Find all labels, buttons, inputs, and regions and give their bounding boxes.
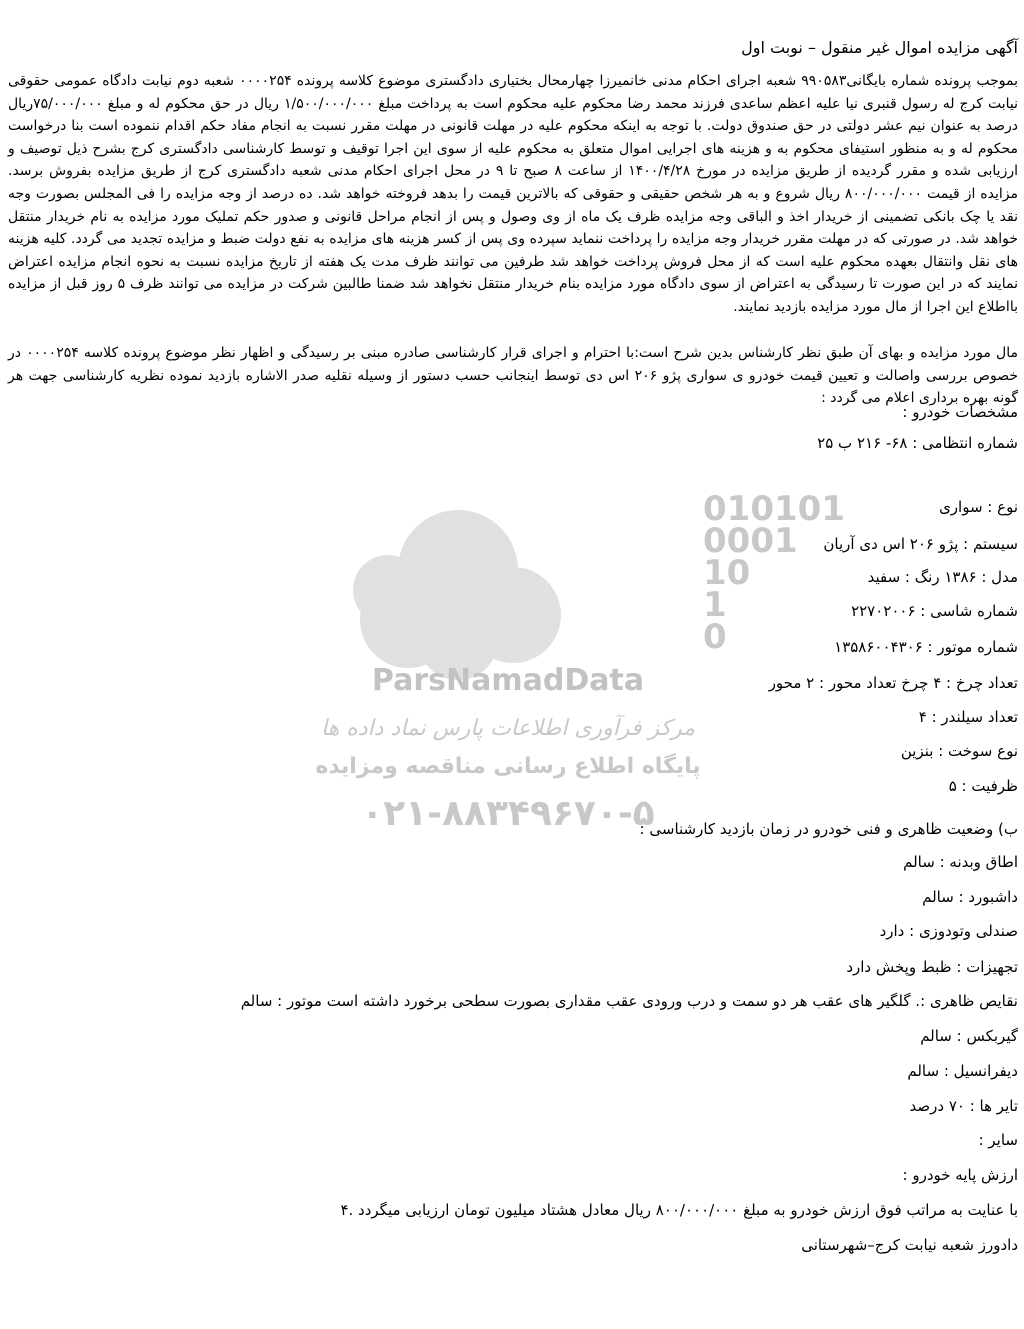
condition-equipment: تجهیزات : ظبط وپخش دارد: [846, 958, 1018, 976]
condition-heading: ب) وضعیت ظاهری و فنی خودرو در زمان بازدید کارشناسی :: [639, 820, 1018, 838]
spec-engine-number: شماره موتور : ۱۳۵۸۶۰۰۴۳۰۶: [834, 638, 1018, 656]
watermark-brand: ParsNamadData: [371, 663, 645, 698]
notice-title: آگهی مزایده اموال غیر منقول – نوبت اول: [741, 38, 1018, 57]
condition-differential: دیفرانسیل : سالم: [907, 1062, 1018, 1080]
spec-chassis-number: شماره شاسی : ۲۲۷۰۲۰۰۶: [851, 602, 1018, 620]
condition-tires: تایر ها : ۷۰ درصد: [909, 1097, 1018, 1115]
notice-main-paragraph: بموجب پرونده شماره بایگانی۹۹۰۵۸۳ شعبه اجرای احکام مدنی خانمیرزا چهارمحال بختیاری دادگستری موضوع کلاسه پرونده ۰۰۰۰۲۵۴ شعبه دوم نیابت دادگاه عمومی حقوقی نیابت کرج له رسول قنبری نیا علیه اعظم ساعدی فرزند محمد رضا محکوم علیه محکوم است به پرداخت مبلغ ۱/۵۰۰/۰۰۰/۰۰۰ ریال در حق محکوم له و مبلغ ۷۵/۰۰۰/۰۰۰ریال درصد به عنوان نیم عشر دولتی در حق صندوق دولت. با توجه به اینکه محکوم علیه در مهلت قانونی در مهلت مقرر نسبت به انجام مفاد حکم اقدام ننموده است بنا درخواست محکوم له و به منظور استیفای محکوم به و هزینه های اجرایی اموال متعلق به محکوم علیه از سوی این اجرا توقیف و توسط کارشناسی دادگستری کرج بشرح ذیل توصیف و ارزیابی شده و مقرر گردیده از طریق مزایده در مورخ ۱۴۰۰/۴/۲۸ از ساعت ۸ صبح تا ۹ در محل اجرای احکام مدنی شعبه دادگستری کرج از طریق مزایده بفروش برسد. مزایده از قیمت ۸۰۰/۰۰۰/۰۰۰ ریال شروع و به هر شخص حقیقی و حقوقی که بالاترین قیمت را بدهد فروخته خواهد شد. ده درصد از وجه مزایده را فی المجلس بصورت وجه نقد یا چک بانکی تضمینی از خریدار اخذ و الباقی وجه مزایده ظرف یک ماه از وی وصول و پس از انجام مراحل قانونی و صدور حکم تملیک مورد مزایده به نام خریدار منتقل خواهد شد. در صورتی که در مهلت مقرر خریدار وجه مزایده را پرداخت ننماید سپرده وی پس از کسر هزینه های مزایده به نفع دولت ضبط و مزایده تجدید می گردد. کلیه هزینه های نقل وانتقال بعهده محکوم علیه است که از محل فروش پرداخت خواهد شد طرفین می توانند ظرف مدت یک هفته از تاریخ مزایده نسبت به نحوه انجام مزایده اعتراض نمایند که در این صورت تا رسیدگی به اعتراض از سوی دادگاه مورد مزایده بنام خریدار منتقل نخواهد شد ضمنا طالبین شرکت در مزایده می توانند ظرف ۵ روز قبل از مزایده بااطلاع این اجرا از مال مورد مزایده بازدید نمایند.: [8, 73, 1019, 315]
spec-capacity: ظرفیت : ۵: [948, 777, 1018, 795]
spec-wheels-axles: تعداد چرخ : ۴ چرخ تعداد محور : ۲ محور: [768, 674, 1018, 692]
specs-heading: مشخصات خودرو :: [902, 403, 1018, 421]
watermark-phone: ۰۲۱-۸۸۳۴۹۶۷۰-۵: [361, 793, 655, 834]
watermark-line2: پایگاه اطلاع رسانی مناقصه ومزایده: [315, 754, 701, 779]
condition-dashboard: داشبورد : سالم: [922, 888, 1018, 906]
spec-cylinders: تعداد سیلندر : ۴: [918, 708, 1018, 726]
condition-other: سایر :: [978, 1131, 1018, 1149]
condition-seats: صندلی وتودوزی : دارد: [879, 922, 1018, 940]
watermark-digits-1: 010101: [703, 489, 845, 529]
signature-line: دادورز شعبه نیابت کرج–شهرستانی: [801, 1236, 1018, 1254]
watermark-digits-5: 0: [703, 617, 727, 657]
watermark-flower-icon: [353, 510, 561, 680]
spec-fuel-type: نوع سوخت : بنزین: [900, 742, 1018, 760]
expert-opinion-paragraph: مال مورد مزایده و بهای آن طبق نظر کارشناس بدین شرح است:با احترام و اجرای قرار کارشناسی صادره مبنی بر رسیدگی و اظهار نظر موضوع پرونده کلاسه ۰۰۰۰۲۵۴ در خصوص بررسی واصالت و تعیین قیمت خودرو ی سواری پژو ۲۰۶ اس دی توسط اینجانب حسب دستور از وسیله نقلیه صدر الاشاره بازدید نموده نظریه کارشناسی جهت هر گونه بهره برداری اعلام می گردد :: [8, 345, 1018, 407]
base-value-heading: ارزش پایه خودرو :: [902, 1166, 1018, 1184]
spec-type: نوع : سواری: [939, 498, 1018, 516]
condition-body: اطاق وبدنه : سالم: [903, 853, 1018, 871]
valuation-statement: با عنایت به مراتب فوق ارزش خودرو به مبلغ ۸۰۰/۰۰۰/۰۰۰ ریال معادل هشتاد میلیون تومان ارزیابی میگردد .۴: [340, 1201, 1018, 1219]
spec-system: سیستم : پژو ۲۰۶ اس دی آریان: [823, 535, 1018, 553]
watermark-line1: مرکز فرآوری اطلاعات پارس نماد داده ها: [320, 716, 696, 741]
watermark-digits-2: 0001: [703, 521, 798, 561]
watermark-digits-4: 1: [703, 585, 727, 625]
spec-model-color: مدل : ۱۳۸۶ رنگ : سفید: [867, 568, 1018, 586]
spec-plate-number: شماره انتظامی : ۶۸- ۲۱۶ ب ۲۵: [817, 434, 1018, 452]
condition-defects: نقایص ظاهری :. گلگیر های عقب هر دو سمت و درب ورودی عقب مقداری بصورت سطحی برخورد داشته است موتور : سالم: [240, 992, 1018, 1010]
condition-gearbox: گیربکس : سالم: [920, 1027, 1018, 1045]
watermark-digits-3: 10: [703, 553, 751, 593]
